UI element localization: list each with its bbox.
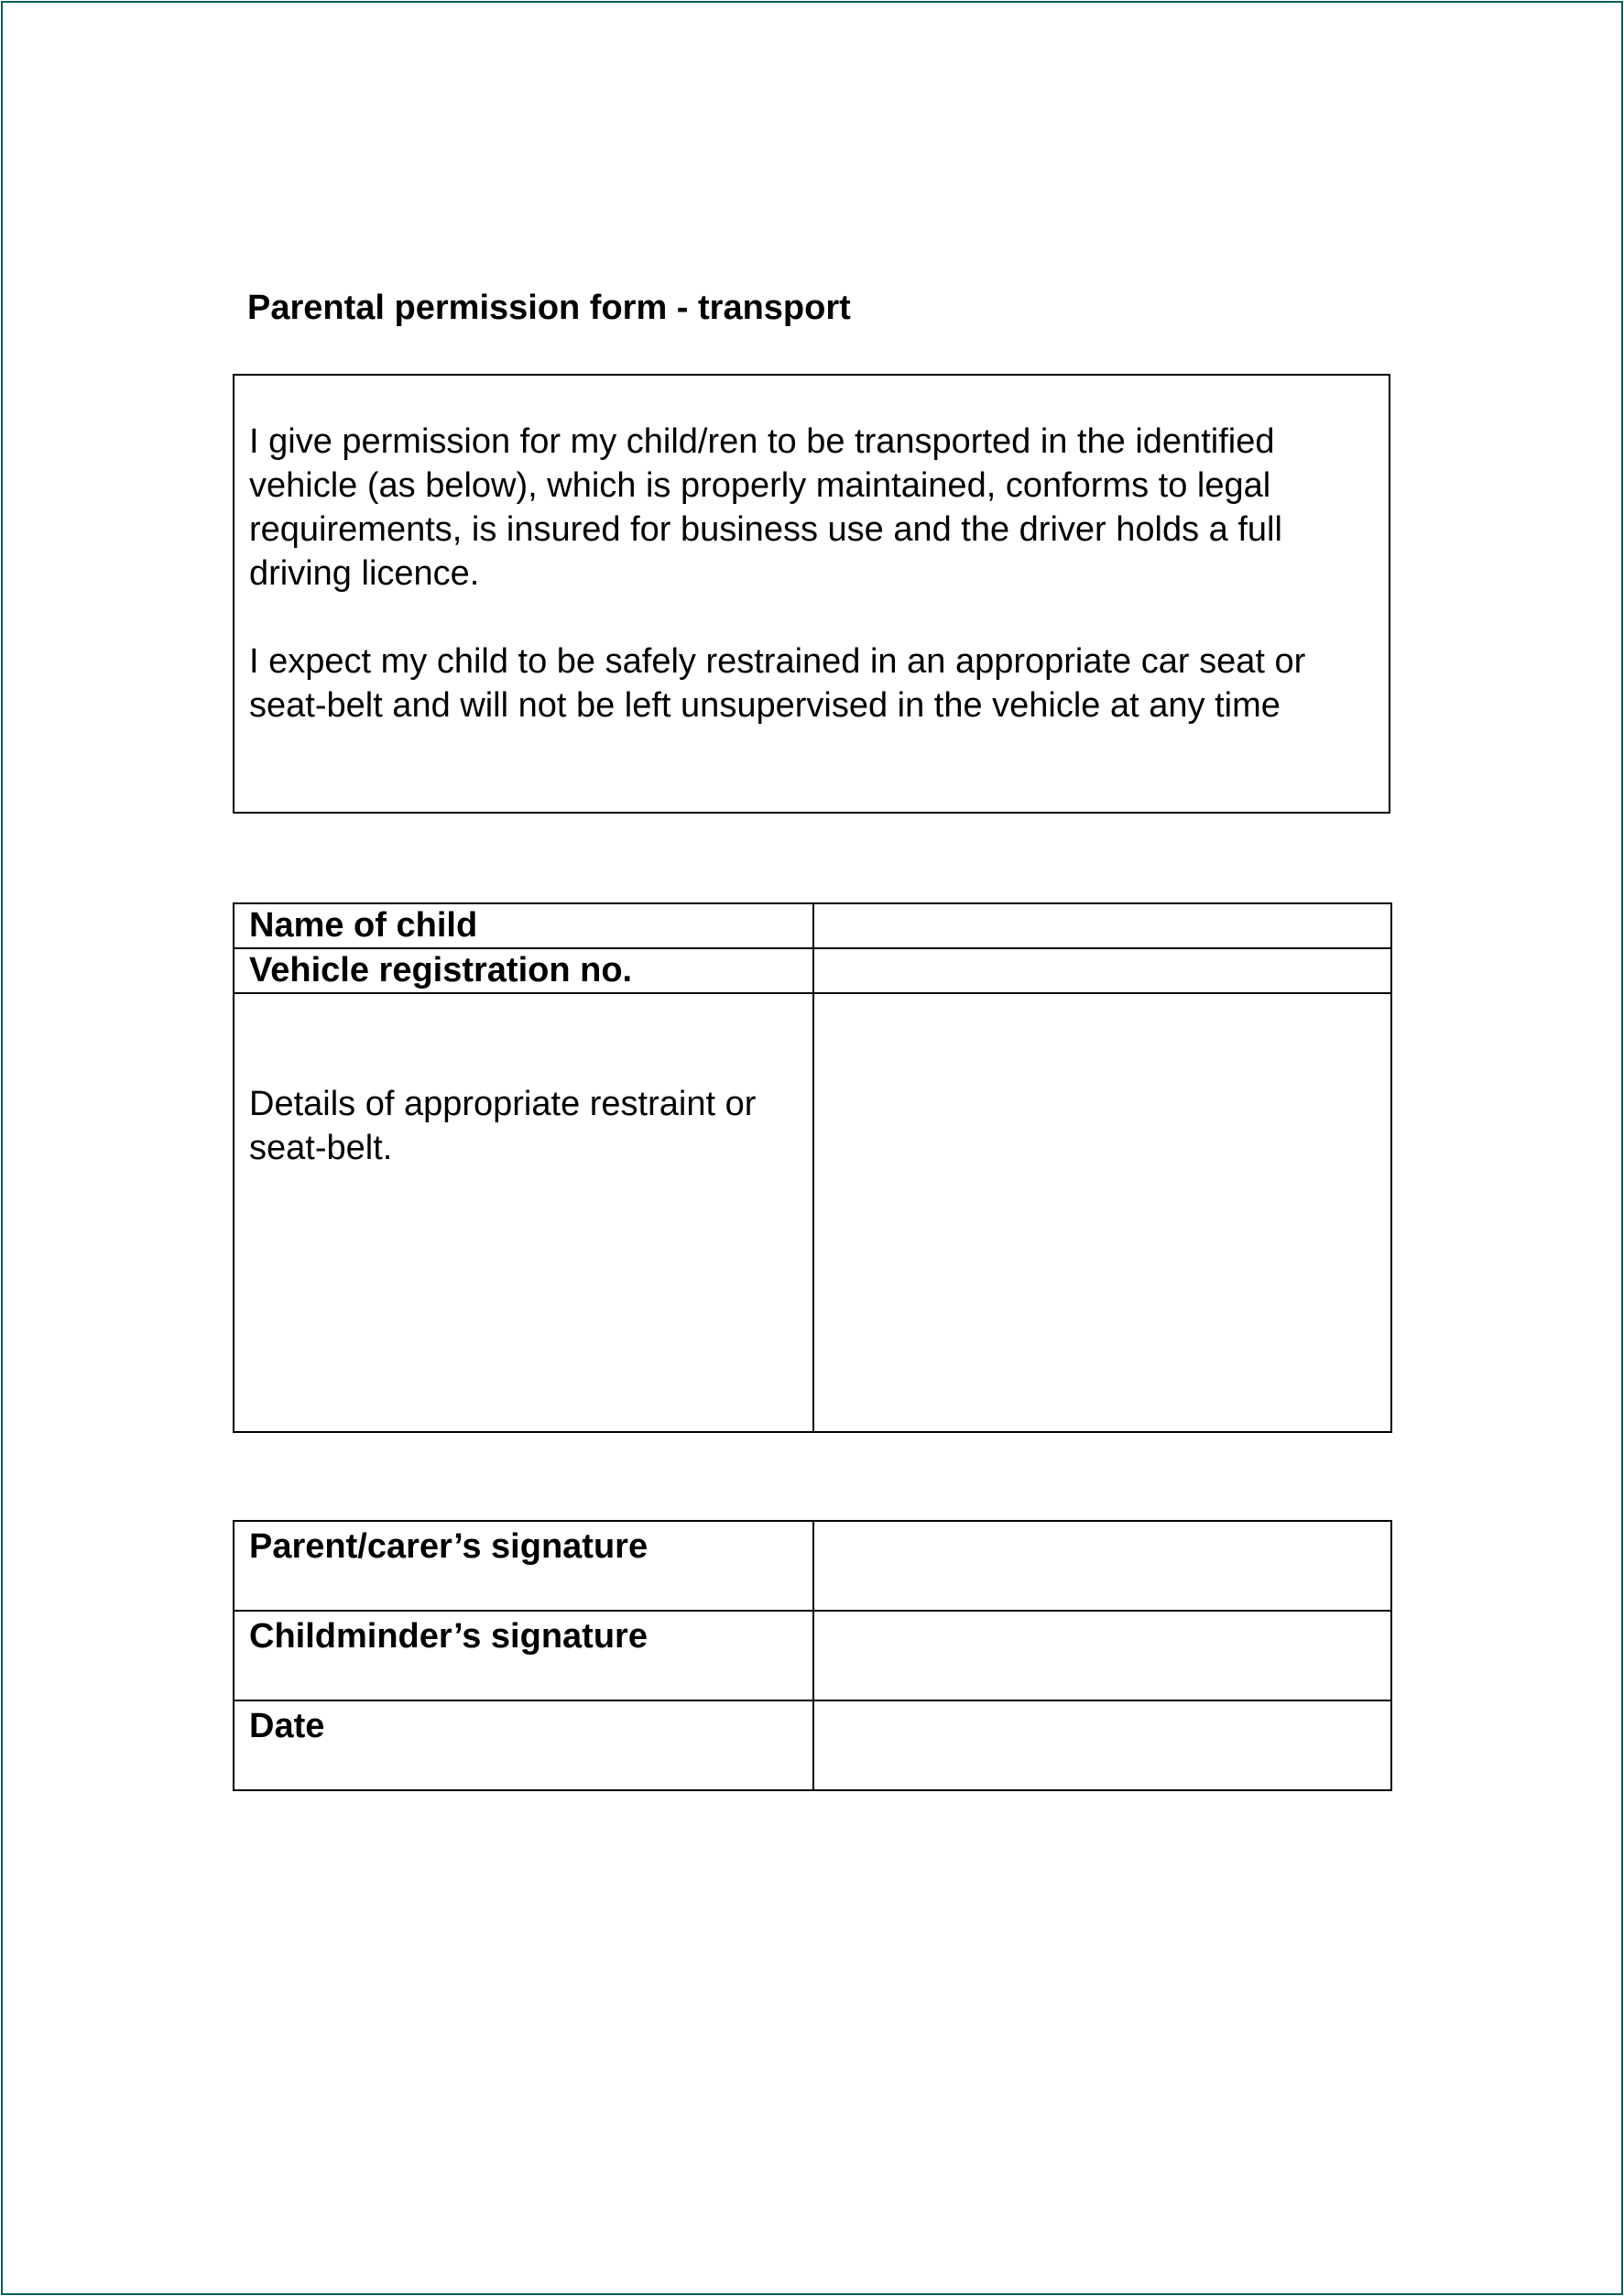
name-of-child-row <box>234 903 1391 948</box>
vehicle-registration-label: Vehicle registration no. <box>234 948 813 993</box>
name-of-child-field[interactable] <box>813 903 1391 948</box>
parent-signature-row <box>234 1521 1391 1611</box>
permission-statement-box <box>233 374 1390 814</box>
restraint-details-label: Details of appropriate restraint or seat-belt. <box>234 993 813 1432</box>
date-row <box>234 1700 1391 1790</box>
vehicle-registration-row <box>234 948 1391 993</box>
childminder-signature-row <box>234 1611 1391 1700</box>
date-label: Date <box>234 1700 813 1790</box>
form-title: Parental permission form - transport <box>247 289 851 327</box>
parent-signature-field[interactable] <box>813 1521 1391 1611</box>
vehicle-registration-field[interactable] <box>813 948 1391 993</box>
permission-statement-paragraph-2: I expect my child to be safely restrained in an appropriate car seat or seat-belt and will not be left unsupervised in the vehicle at any time <box>249 642 1306 725</box>
restraint-details-row <box>234 993 1391 1432</box>
date-field[interactable] <box>813 1700 1391 1790</box>
name-of-child-label: Name of child <box>234 903 813 948</box>
signature-table <box>233 1520 1392 1791</box>
child-details-table <box>233 902 1392 1433</box>
restraint-details-field[interactable] <box>813 993 1391 1432</box>
permission-statement-paragraph-1: I give permission for my child/ren to be transported in the identified vehicle (as below), which is properly maintained, conforms to legal requirements, is insured for business use and the driver holds a full driving licence. <box>249 422 1282 593</box>
childminder-signature-label: Childminder’s signature <box>234 1611 813 1700</box>
parent-signature-label: Parent/carer’s signature <box>234 1521 813 1611</box>
childminder-signature-field[interactable] <box>813 1611 1391 1700</box>
